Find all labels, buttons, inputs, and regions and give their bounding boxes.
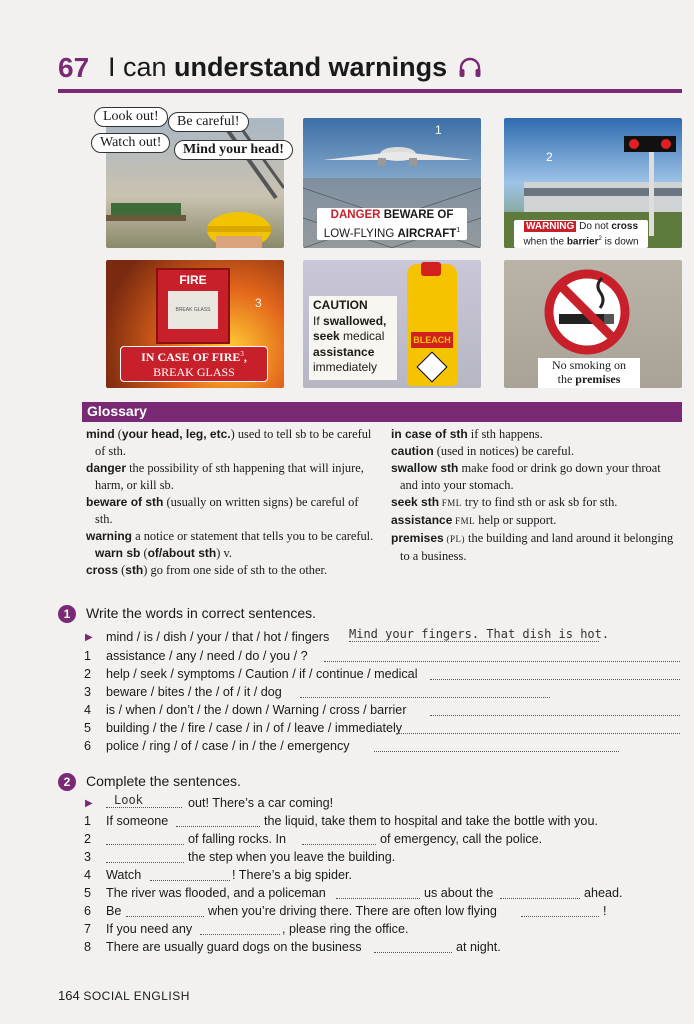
gap[interactable] — [302, 832, 376, 845]
answer-line[interactable] — [324, 649, 680, 662]
item-number: 4 — [84, 703, 92, 717]
caution-if: If — [313, 313, 320, 328]
do-not-word: Do not — [579, 221, 609, 232]
glossary-right — [391, 426, 681, 565]
answer-line[interactable] — [430, 667, 680, 680]
aircraft-word: AIRCRAFT — [397, 227, 457, 240]
glossary-entry — [391, 530, 681, 565]
exercise-2-item — [84, 904, 684, 922]
text-b: of falling rocks. In — [188, 832, 286, 846]
text-a: There are usually guard dogs on the business — [106, 940, 362, 954]
gap[interactable] — [176, 814, 260, 827]
exercise-2-item — [84, 940, 684, 958]
text-a: Watch — [106, 868, 142, 882]
danger-word: DANGER — [330, 209, 381, 221]
smoking-premises: premises — [575, 372, 621, 386]
bleach-bottle — [407, 264, 457, 386]
headphones-icon[interactable] — [458, 57, 482, 79]
definition: (used in notices) be careful. — [433, 444, 575, 458]
text-b: us about the — [424, 886, 494, 900]
glossary-entry — [86, 426, 376, 460]
answer-line[interactable] — [300, 685, 550, 698]
glossary-entry — [391, 460, 681, 494]
text-b: ! There’s a big spider. — [232, 868, 352, 882]
exercise-1-item — [84, 739, 684, 757]
headword: mind — [86, 427, 115, 441]
example-text: out! There’s a car coming! — [188, 796, 334, 810]
item-number: 6 — [84, 904, 92, 918]
definition: if sth happens. — [467, 427, 543, 441]
fire-sign-line2: BREAK GLASS — [153, 365, 235, 379]
item-number: 4 — [84, 868, 92, 882]
exercise-1-item — [84, 685, 684, 703]
example-arrow-icon: ▶ — [85, 798, 93, 809]
gap[interactable] — [374, 940, 452, 953]
caution-swallowed: swallowed, — [323, 313, 387, 328]
bubble-mind-your-head: Mind your head! — [174, 140, 293, 160]
item-prompt: police / ring / of / case / in / the / emergency — [106, 739, 350, 753]
text-c: of emergency, call the police. — [380, 832, 543, 846]
example-prompt: mind / is / dish / your / that / hot / fingers — [106, 630, 330, 644]
text-a: The river was flooded, and a policeman — [106, 886, 326, 900]
exercise-2-badge: 2 — [58, 773, 76, 791]
caution-immediately: immediately — [313, 360, 378, 374]
text-c: ! — [603, 904, 607, 918]
photo-no-smoking — [504, 260, 682, 388]
example-arrow-icon: ▶ — [85, 632, 93, 643]
text-b: at night. — [456, 940, 501, 954]
exercise-1-item — [84, 667, 684, 685]
headword: danger — [86, 461, 127, 475]
item-number: 5 — [84, 721, 92, 735]
text-a: Be — [106, 904, 122, 918]
caution-assistance: assistance — [313, 344, 375, 359]
hazard-icon — [416, 351, 447, 382]
is-down-word: is down — [604, 236, 639, 248]
item-number: 2 — [84, 667, 92, 681]
paren: ( — [118, 563, 126, 577]
section-name: SOCIAL ENGLISH — [83, 989, 190, 1003]
gap[interactable] — [106, 850, 184, 863]
paren: ) — [230, 427, 235, 441]
headword-part: your head, leg, etc. — [121, 427, 231, 441]
headword-2: warn sb — [95, 546, 141, 560]
unit-number: 67 — [58, 52, 90, 83]
exercise-2-item — [84, 814, 684, 832]
photo-bleach — [303, 260, 481, 388]
fire-sign — [120, 346, 268, 382]
danger-sign — [317, 208, 467, 240]
fire-sign-line1: IN CASE OF FIRE — [141, 350, 241, 364]
bubble-be-careful: Be careful! — [168, 112, 249, 132]
bubble-watch-out: Watch out! — [91, 133, 170, 153]
definition: try to find sth or ask sb for sth. — [461, 495, 618, 509]
glossary-entry — [391, 426, 681, 443]
photo-train — [504, 118, 682, 248]
example-answer: Mind your fingers. That dish is hot. — [349, 627, 610, 641]
item-number: 7 — [84, 922, 92, 936]
headword: in case of sth — [391, 427, 468, 441]
fire-sign-sup: 3 — [240, 350, 244, 358]
gap[interactable] — [336, 886, 420, 899]
text-b: , please ring the office. — [282, 922, 409, 936]
exercise-2-item — [84, 922, 684, 940]
item-prompt: beware / bites / the / of / it / dog — [106, 685, 282, 699]
smoking-sign — [538, 358, 640, 388]
text-a: If you need any — [106, 922, 193, 936]
exercise-2-item — [84, 850, 684, 868]
definition: go from one side of sth to the other. — [147, 563, 328, 577]
paren: ( — [114, 427, 122, 441]
exercise-2-item — [84, 868, 684, 886]
smoking-line1: No smoking on — [551, 358, 626, 372]
answer-line[interactable] — [430, 703, 680, 716]
gap[interactable] — [500, 886, 580, 899]
text-b: when you’re driving there. There are often low flying — [208, 904, 497, 918]
gap[interactable] — [150, 868, 230, 881]
headword-part: sth — [125, 563, 144, 577]
headword: premises — [391, 531, 444, 545]
item-number: 1 — [84, 814, 92, 828]
glossary-entry — [86, 528, 376, 562]
example-answer: Look — [106, 793, 182, 808]
glossary-entry — [86, 460, 376, 494]
item-prompt: building / the / fire / case / in / of / leave / immediately — [106, 721, 403, 735]
text-c: ahead. — [584, 886, 623, 900]
text-b: the liquid, take them to hospital and take the bottle with you. — [264, 814, 598, 828]
bottle-cap — [421, 262, 441, 276]
gap[interactable] — [521, 904, 599, 917]
text-a: If someone — [106, 814, 169, 828]
headword: assistance — [391, 513, 453, 527]
definition: help or support. — [475, 513, 557, 527]
item-number: 3 — [84, 850, 92, 864]
definition: make food or drink go down your throat and into your stomach. — [400, 461, 661, 492]
when-the-word: when the — [523, 236, 565, 248]
item-number: 6 — [84, 739, 92, 753]
glossary-left — [86, 426, 376, 579]
glossary-entry — [86, 494, 376, 528]
caution-seek: seek — [313, 329, 340, 343]
glossary-bar — [82, 402, 682, 422]
page-title — [108, 52, 447, 83]
title-plain: I can — [108, 52, 175, 82]
fire-sign-comma: , — [243, 350, 247, 364]
definition: used to tell sb to be careful of sth. — [95, 427, 372, 458]
glossary-entry — [391, 443, 681, 460]
item-number: 2 — [84, 832, 92, 846]
aircraft-sup: 1 — [456, 227, 461, 234]
gap[interactable] — [106, 832, 184, 845]
photo-number-1: 1 — [435, 123, 442, 137]
photo-number-3: 3 — [255, 296, 262, 310]
exercise-1-title: Write the words in correct sentences. — [86, 605, 317, 621]
definition: the possibility of sth happening that will injure, harm, or kill sb. — [95, 461, 364, 492]
fire-alarm-box — [156, 268, 230, 344]
exercise-1-badge: 1 — [58, 605, 76, 623]
glossary-title: Glossary — [87, 403, 147, 419]
paren: ) — [143, 563, 148, 577]
gap[interactable] — [200, 922, 280, 935]
item-prompt: is / when / don’t / the / down / Warning / cross / barrier — [106, 703, 407, 717]
headword: cross — [86, 563, 119, 577]
item-number: 5 — [84, 886, 92, 900]
caution-word: CAUTION — [313, 298, 368, 312]
headword: beware of sth — [86, 495, 164, 509]
caution-sign — [309, 296, 397, 380]
photo-number-2: 2 — [546, 150, 553, 164]
fire-box-glass: BREAK GLASS — [168, 291, 218, 329]
warning-word: WARNING — [525, 221, 575, 232]
headword: caution — [391, 444, 434, 458]
item-prompt: help / seek / symptoms / Caution / if / continue / medical — [106, 667, 418, 681]
definition: (usually on written signs) be careful of sth. — [95, 495, 359, 526]
definition: a notice or statement that tells you to be careful. — [132, 529, 374, 543]
exercise-1-example — [84, 627, 684, 648]
headword: warning — [86, 529, 133, 543]
cross-word: cross — [611, 221, 639, 232]
photo-plane — [303, 118, 481, 248]
caution-medical: medical — [343, 329, 385, 343]
gap[interactable] — [126, 904, 204, 917]
text-b: the step when you leave the building. — [188, 850, 396, 864]
exercise-1-item — [84, 649, 684, 667]
bottle-label: BLEACH — [411, 332, 453, 348]
glossary-entry — [391, 494, 681, 512]
beware-of-word: BEWARE OF — [383, 209, 454, 221]
bubble-look-out: Look out! — [94, 107, 168, 127]
headword: swallow sth — [391, 461, 459, 475]
fire-box-label: FIRE — [179, 273, 207, 287]
low-flying-word: LOW-FLYING — [323, 227, 395, 240]
paren: ( — [140, 546, 148, 560]
register-label: FML — [439, 498, 462, 508]
page-number: 164 — [58, 988, 80, 1003]
answer-line[interactable] — [374, 739, 619, 752]
item-number: 8 — [84, 940, 92, 954]
exercise-2-item — [84, 832, 684, 850]
item-number: 3 — [84, 685, 92, 699]
register-label: FML — [452, 516, 476, 526]
headword: seek sth — [391, 495, 440, 509]
answer-line[interactable] — [396, 721, 680, 734]
barrier-sup: 2 — [598, 236, 602, 242]
item-number: 1 — [84, 649, 92, 663]
register-label: (PL) — [443, 534, 465, 544]
page-footer — [58, 988, 190, 1003]
headword-3: of/about sth — [147, 546, 217, 560]
photo-fire — [106, 260, 284, 388]
title-rule — [58, 89, 682, 93]
exercise-2-title: Complete the sentences. — [86, 773, 241, 789]
definition: the building and land around it belonging to a business. — [400, 531, 674, 563]
glossary-entry — [391, 512, 681, 530]
exercise-2-item — [84, 886, 684, 904]
glossary-entry — [86, 562, 376, 579]
barrier-word: barrier — [566, 236, 599, 248]
exercise-1-item — [84, 703, 684, 721]
definition-2: ) v. — [216, 546, 232, 560]
title-bold: understand warnings — [174, 52, 448, 82]
exercise-1-item — [84, 721, 684, 739]
smoking-the: the — [557, 372, 573, 386]
warning-sign — [514, 220, 648, 248]
exercise-2-example — [84, 793, 684, 814]
item-prompt: assistance / any / need / do / you / ? — [106, 649, 308, 663]
